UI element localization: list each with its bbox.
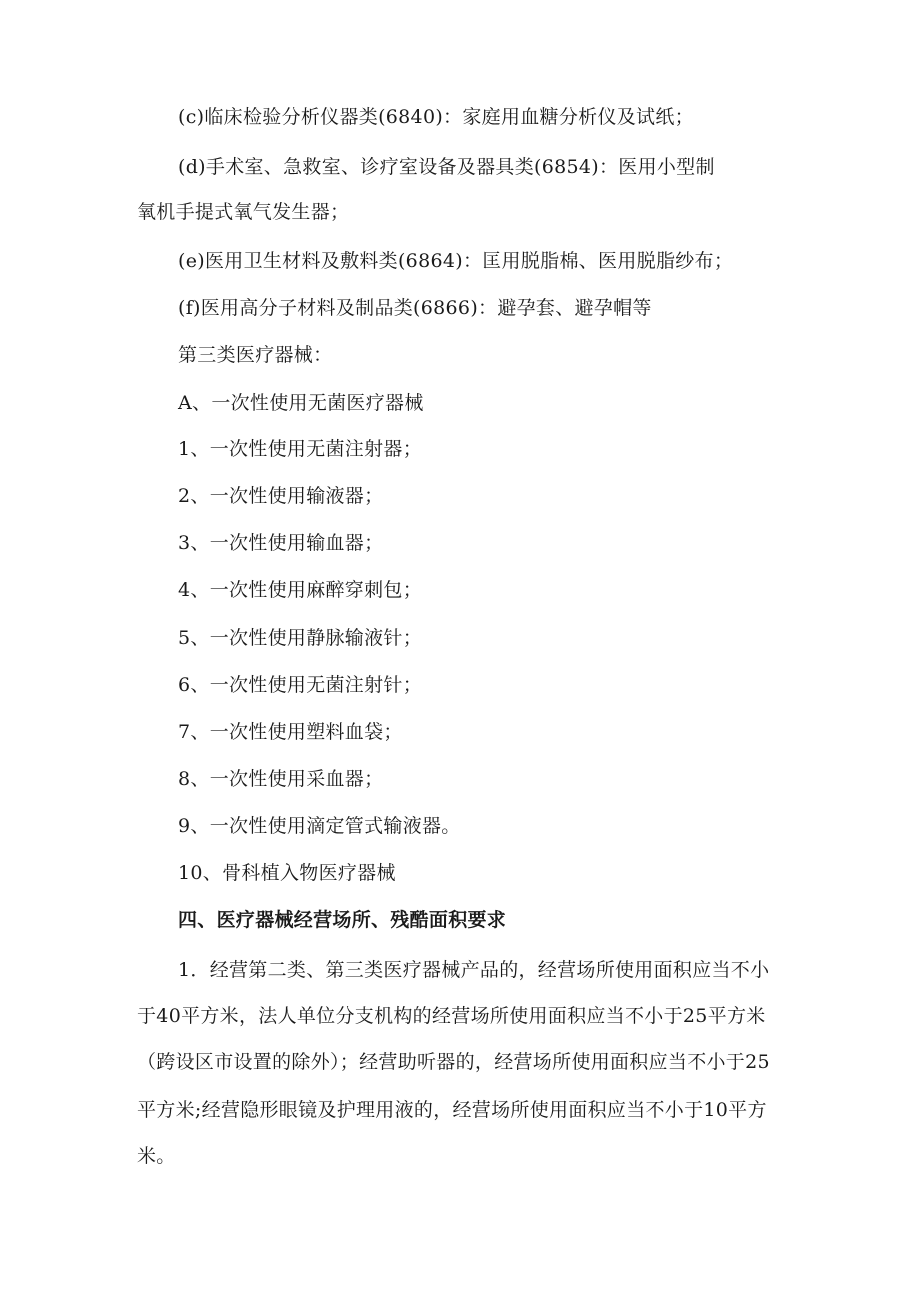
- list-item-7: 7、一次性使用塑料血袋；: [178, 721, 403, 743]
- item-d-line2: 氧机手提式氧气发生器；: [137, 201, 350, 223]
- paragraph-line-3: （跨设区市设置的除外）；经营助听器的，经营场所使用面积应当不小于25: [137, 1051, 770, 1073]
- paragraph-line-5: 米。: [137, 1145, 176, 1167]
- list-item-3: 3、一次性使用输血器；: [178, 532, 384, 554]
- subheading-a: A、一次性使用无菌医疗器械: [178, 392, 424, 414]
- list-item-8: 8、一次性使用采血器；: [178, 768, 384, 790]
- list-item-2: 2、一次性使用输液器；: [178, 485, 384, 507]
- list-item-10: 10、骨科植入物医疗器械: [178, 862, 396, 884]
- item-e: (e)医用卫生材料及敷料类(6864)：匡用脱脂棉、医用脱脂纱布；: [178, 250, 734, 272]
- item-c: (c)临床检验分析仪器类(6840)：家庭用血糖分析仪及试纸；: [178, 106, 694, 128]
- item-d-line1: (d)手术室、急救室、诊疗室设备及器具类(6854)：医用小型制: [178, 156, 715, 178]
- list-item-6: 6、一次性使用无菌注射针；: [178, 674, 422, 696]
- list-item-9: 9、一次性使用滴定管式输液器。: [178, 815, 461, 837]
- list-item-1: 1、一次性使用无菌注射器；: [178, 438, 422, 460]
- item-f: (f)医用高分子材料及制品类(6866)：避孕套、避孕帽等: [178, 297, 652, 319]
- list-item-5: 5、一次性使用静脉输液针；: [178, 627, 422, 649]
- paragraph-line-1: 1．经营第二类、第三类医疗器械产品的，经营场所使用面积应当不小: [178, 959, 770, 981]
- section-4-heading: 四、医疗器械经营场所、残酷面积要求: [178, 909, 507, 931]
- paragraph-line-4: 平方米;经营隐形眼镜及护理用液的，经营场所使用面积应当不小于10平方: [137, 1099, 767, 1121]
- class3-heading: 第三类医疗器械：: [178, 344, 333, 366]
- list-item-4: 4、一次性使用麻醉穿刺包；: [178, 579, 422, 601]
- paragraph-line-2: 于40平方米，法人单位分支机构的经营场所使用面积应当不小于25平方米: [137, 1005, 766, 1027]
